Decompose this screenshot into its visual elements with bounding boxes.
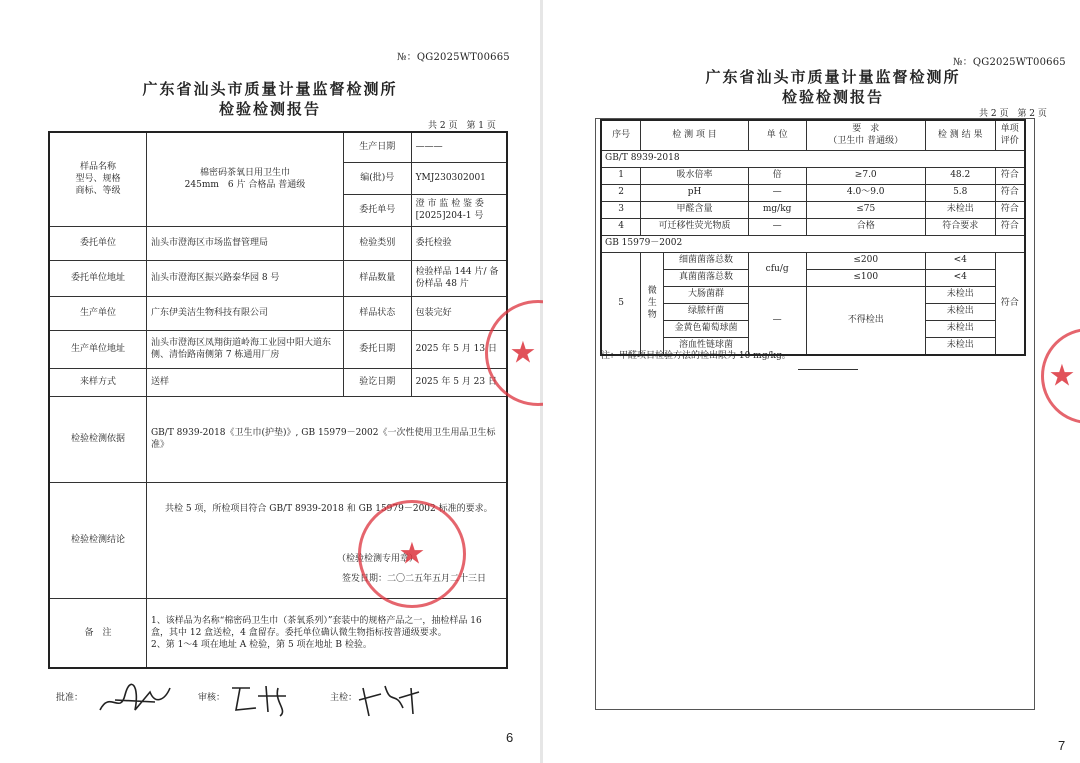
order-label: 委托单号 [343,194,411,226]
review-label: 审核： [198,693,226,703]
result-item: pH [641,184,748,201]
finish-date-value: 2025 年 5 月 23 日 [411,368,507,396]
result-req: ≥7.0 [806,167,925,184]
conclusion-text: 共检 5 项，所检项目符合 GB/T 8939-2018 和 GB 15979－2002 标准的要求。 [164,503,493,514]
result-unit: — [748,184,806,201]
client-label: 委托单位 [49,226,146,260]
micro-item: 绿脓杆菌 [664,303,748,320]
issue-date: 签发日期：二〇二五年五月二十三日 [341,573,486,584]
result-req: 4.0～9.0 [806,184,925,201]
report-subtitle: 检验检测报告 [218,100,321,118]
page-info: 共 2 页 第 1 页 [428,121,496,131]
seal-star-icon: ★ [398,536,426,572]
header-result: 检 测 结 果 [925,120,995,150]
page-info: 共 2 页 第 2 页 [979,109,1047,119]
sample-value: 棉密码茶氧日用卫生巾 245mm 6 片 合格品 普通级 [146,132,343,226]
sampling-label: 来样方式 [49,368,146,396]
table-note: 注：甲醛项目检验方法的检出限为 10 mg/kg。 [601,351,791,361]
result-item: 可迁移性荧光物质 [641,218,748,235]
micro-result: 未检出 [925,337,995,355]
standard-row: GB 15979－2002 [601,235,1025,252]
seal-star-icon: ★ [1048,358,1076,394]
approve-label: 批准： [56,693,84,703]
result-req: ≤75 [806,201,925,218]
result-unit: mg/kg [748,201,806,218]
header-req-title: 要 求 [852,124,880,135]
result-item: 吸水倍率 [641,167,748,184]
state-value: 包装完好 [411,296,507,330]
maker-addr-value: 汕头市澄海区凤翔街道岭海工业园中阳大道东侧、清怡路南侧第 7 栋通用厂房 [146,330,343,368]
cross-page-seal-right [1041,328,1080,424]
micro-judge: 符合 [995,252,1025,355]
basis-value: GB/T 8939-2018《卫生巾(护垫)》, GB 15979－2002《一次性使用卫生用品卫生标准》 [146,396,507,482]
approve-signature [95,680,175,725]
main-test-signature [355,680,425,722]
micro-no: 5 [601,252,641,355]
micro-result: <4 [925,252,995,269]
report-title: 广东省汕头市质量计量监督检测所 [142,80,398,98]
client-addr-value: 汕头市澄海区振兴路泰华园 8 号 [146,260,343,296]
result-unit: — [748,218,806,235]
result-judge: 符合 [995,218,1025,235]
sample-label: 样品名称 型号、规格 商标、等级 [49,132,146,226]
report-page-2 [543,0,1080,763]
main-test-label: 主检： [330,693,358,703]
batch-value: YMJ230302001 [411,162,507,194]
header-judge: 单项评价 [995,120,1025,150]
result-judge: 符合 [995,201,1025,218]
standard-row: GB/T 8939-2018 [601,150,1025,167]
result-no: 3 [601,201,641,218]
report-number: №：QG2025WT00665 [397,52,510,63]
result-no: 4 [601,218,641,235]
micro-req: 不得检出 [806,286,925,355]
result-result: 48.2 [925,167,995,184]
micro-item: 细菌菌落总数 [664,253,748,270]
page-frame [595,118,1035,710]
inspection-seal [358,500,466,608]
result-no: 1 [601,167,641,184]
report-title: 广东省汕头市质量计量监督检测所 [705,68,961,86]
state-label: 样品状态 [343,296,411,330]
result-result: 未检出 [925,201,995,218]
commission-date-value: 2025 年 5 月 13 日 [411,330,507,368]
conclusion-label: 检验检测结论 [49,482,146,598]
qty-value: 检验样品 144 片/ 备份样品 48 片 [411,260,507,296]
seal-star-icon: ★ [509,335,537,371]
result-item: 甲醛含量 [641,201,748,218]
result-unit: 倍 [748,167,806,184]
micro-item: 金黄色葡萄球菌 [664,320,748,337]
result-judge: 符合 [995,184,1025,201]
micro-item: 溶血性链球菌 [679,340,734,351]
qty-label: 样品数量 [343,260,411,296]
result-result: 5.8 [925,184,995,201]
prod-date-value: ——— [411,132,507,162]
result-result: 符合要求 [925,218,995,235]
micro-unit: cfu/g [748,252,806,286]
micro-req: ≤100 [806,269,925,286]
micro-unit: — [748,286,806,355]
commission-date-label: 委托日期 [343,330,411,368]
micro-group-label: 微 生 物 [641,253,664,354]
remarks-value: 1、该样品为名称“棉密码卫生巾（茶氧系列）”套装中的规格产品之一，抽检样品 16 盒，其中 12 盒送检，4 盒留存。委托单位确认微生物指标按普通级要求。 2、第 1～4 项在地址 A 检验，第 5 项在地址 B 检验。 [146,598,507,668]
page-number: 6 [506,730,514,745]
header-no: 序号 [601,120,641,150]
remarks-label: 备 注 [49,598,146,668]
order-value: 澄 市 监 检 鉴 委 [2025]204-1 号 [411,194,507,226]
stamp-caption: （检验检测专用章） [336,553,418,564]
header-req-sub: （卫生巾 普通级） [828,136,904,147]
client-value: 汕头市澄海区市场监督管理局 [146,226,343,260]
micro-result: 未检出 [925,286,995,303]
micro-item: 真菌菌落总数 [664,269,748,286]
basis-label: 检验检测依据 [49,396,146,482]
prod-date-label: 生产日期 [343,132,411,162]
result-judge: 符合 [995,167,1025,184]
page-number: 7 [1058,738,1066,753]
batch-label: 编(批)号 [343,162,411,194]
review-signature [228,682,298,720]
result-req: 合格 [806,218,925,235]
result-no: 2 [601,184,641,201]
header-item: 检 测 项 目 [641,120,748,150]
micro-result: <4 [925,269,995,286]
finish-date-label: 验讫日期 [343,368,411,396]
micro-req: ≤200 [806,252,925,269]
micro-result: 未检出 [925,320,995,337]
report-subtitle: 检验检测报告 [781,88,884,106]
report-number: №：QG2025WT00665 [953,57,1066,68]
type-label: 检验类别 [343,226,411,260]
sampling-value: 送样 [146,368,343,396]
micro-item: 大肠菌群 [664,286,748,303]
header-unit: 单 位 [748,120,806,150]
maker-addr-label: 生产单位地址 [49,330,146,368]
client-addr-label: 委托单位地址 [49,260,146,296]
micro-result: 未检出 [925,303,995,320]
maker-value: 广东伊美洁生物科技有限公司 [146,296,343,330]
maker-label: 生产单位 [49,296,146,330]
type-value: 委托检验 [411,226,507,260]
